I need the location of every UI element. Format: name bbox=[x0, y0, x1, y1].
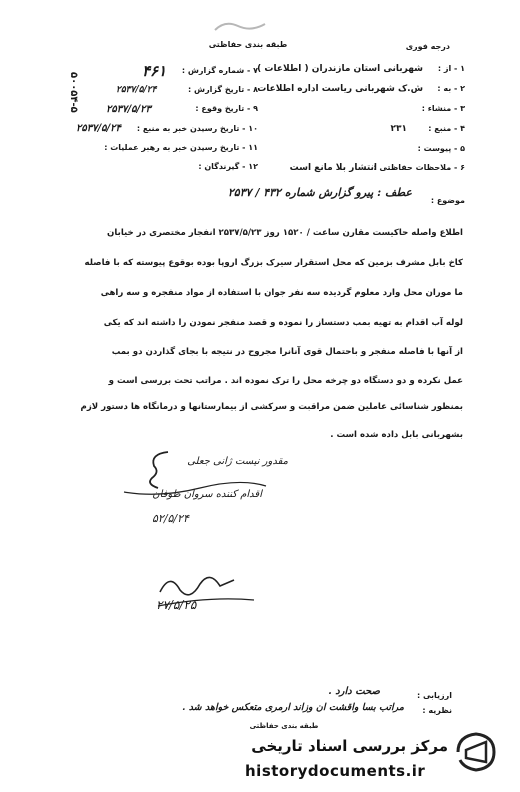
body-line: ما موران محل وارد معلوم گردیده سه نفر جوان با استفاده از مواد منفجره و سه راهی bbox=[100, 288, 463, 298]
field-origin-label: ۳ - منشاء : bbox=[421, 104, 465, 113]
body-line: بمنظور شناسائی عاملین ضمن مراقبت و سرکشی از بیمارستانها و درمانگاه ها دستور لازم bbox=[80, 402, 463, 412]
field-notes-value: انتشار بلا مانع است bbox=[289, 163, 377, 173]
body-line: کاخ بابل مشرف بزمین که محل استقرار سیرک بزرگ اروپا بوده بوقوع پیوسته که با فاصله bbox=[84, 258, 463, 268]
body-line: بشهربانی بابل داده شده است . bbox=[330, 430, 463, 440]
handwritten-note-1: مقدور نیست ژانی جعلی bbox=[187, 456, 288, 467]
priority-label: درجه فوری bbox=[405, 42, 450, 51]
field-source-date-value: ۲۵۳۷/۵/۲۴ bbox=[76, 123, 121, 134]
field-to-label: ۲ - به : bbox=[437, 84, 465, 93]
field-from-value: شهربانی استان مازندران ( اطلاعات ) bbox=[257, 64, 423, 74]
field-event-date-value: ۲۵۳۷/۵/۲۳ bbox=[106, 104, 151, 115]
classification-label-top: طبقه بندی حفاظتی bbox=[208, 40, 288, 49]
handwritten-note-2: اقدام کننده سروان طوفان bbox=[152, 489, 262, 500]
field-report-number-label: ۷ - شماره گزارش : bbox=[181, 66, 258, 75]
field-recipients-label: ۱۲ - گیرندگان : bbox=[198, 162, 258, 171]
field-ops-date-label: ۱۱ - تاریخ رسیدن خبر به رهبر عملیات : bbox=[104, 143, 258, 152]
field-source-value: ۲۳۱ bbox=[390, 124, 407, 134]
watermark-url: historydocuments.ir bbox=[245, 762, 426, 780]
top-stamp-mark bbox=[210, 16, 270, 36]
assessment-label: ارزیابی : bbox=[416, 691, 452, 700]
signature-flourish bbox=[120, 476, 270, 502]
subject-reference: عطف : پیرو گزارش شماره ۴۳۲ / ۲۵۳۷ bbox=[227, 186, 412, 199]
body-line: اطلاع واصله حاکیست مقارن ساعت / ۱۵۲۰ روز ۲۵۳۷/۵/۲۳ انفجار مختصری در خیابان bbox=[107, 228, 463, 238]
field-from-label: ۱ - از : bbox=[437, 64, 465, 73]
field-to-value: ش.ک شهربانی ریاست اداره اطلاعات bbox=[257, 84, 423, 94]
body-line: لوله آب اقدام به تهیه بمب دستساز را نموده و قصد منفجر نمودن را داشته اند که یکی bbox=[103, 318, 463, 328]
opinion-value: مراتب بسا واقشت ان وزاند ارمری متعکس خواهد شد . bbox=[182, 702, 404, 713]
field-source-date-label: ۱۰ - تاریخ رسیدن خبر به منبع : bbox=[136, 124, 258, 133]
classification-label-bottom: طبقه بندی حفاظتی bbox=[249, 722, 319, 730]
field-attachment-label: ۵ - پیوست : bbox=[417, 144, 465, 153]
field-report-date-value: ۲۵۳۷/۵/۲۴ bbox=[116, 85, 157, 95]
handwritten-date-1: ۵۲/۵/۲۴ bbox=[152, 512, 189, 525]
margin-number: ۵۰۰۵۴-۵ bbox=[68, 72, 79, 113]
watermark-logo bbox=[452, 728, 500, 776]
watermark-text: مرکز بررسی اسناد تاریخی bbox=[251, 737, 448, 755]
field-source-label: ۴ - منبع : bbox=[428, 124, 465, 133]
opinion-label: نظریه : bbox=[422, 706, 452, 715]
field-report-date-label: ۸ - تاریخ گزارش : bbox=[188, 85, 258, 94]
field-event-date-label: ۹ - تاریخ وقوع : bbox=[195, 104, 258, 113]
subject-label: موضوع : bbox=[430, 196, 465, 205]
field-notes-label: ۶ - ملاحظات حفاظتی : bbox=[373, 163, 465, 172]
body-line: عمل نکرده و دو دستگاه دو چرخه محل را ترک نموده اند . مراتب تحت بررسی است و bbox=[108, 376, 463, 386]
assessment-value: صحت دارد . bbox=[328, 686, 380, 697]
field-report-number-value: ۴۶۱ bbox=[142, 62, 167, 80]
signature-date: ۲۷/۵/۲۵ bbox=[156, 598, 197, 612]
body-line: از آنها با فاصله منفجر و باحتمال قوی آنانرا مجروح در نتیجه با بجای گذاردن دو بمب bbox=[111, 347, 463, 357]
